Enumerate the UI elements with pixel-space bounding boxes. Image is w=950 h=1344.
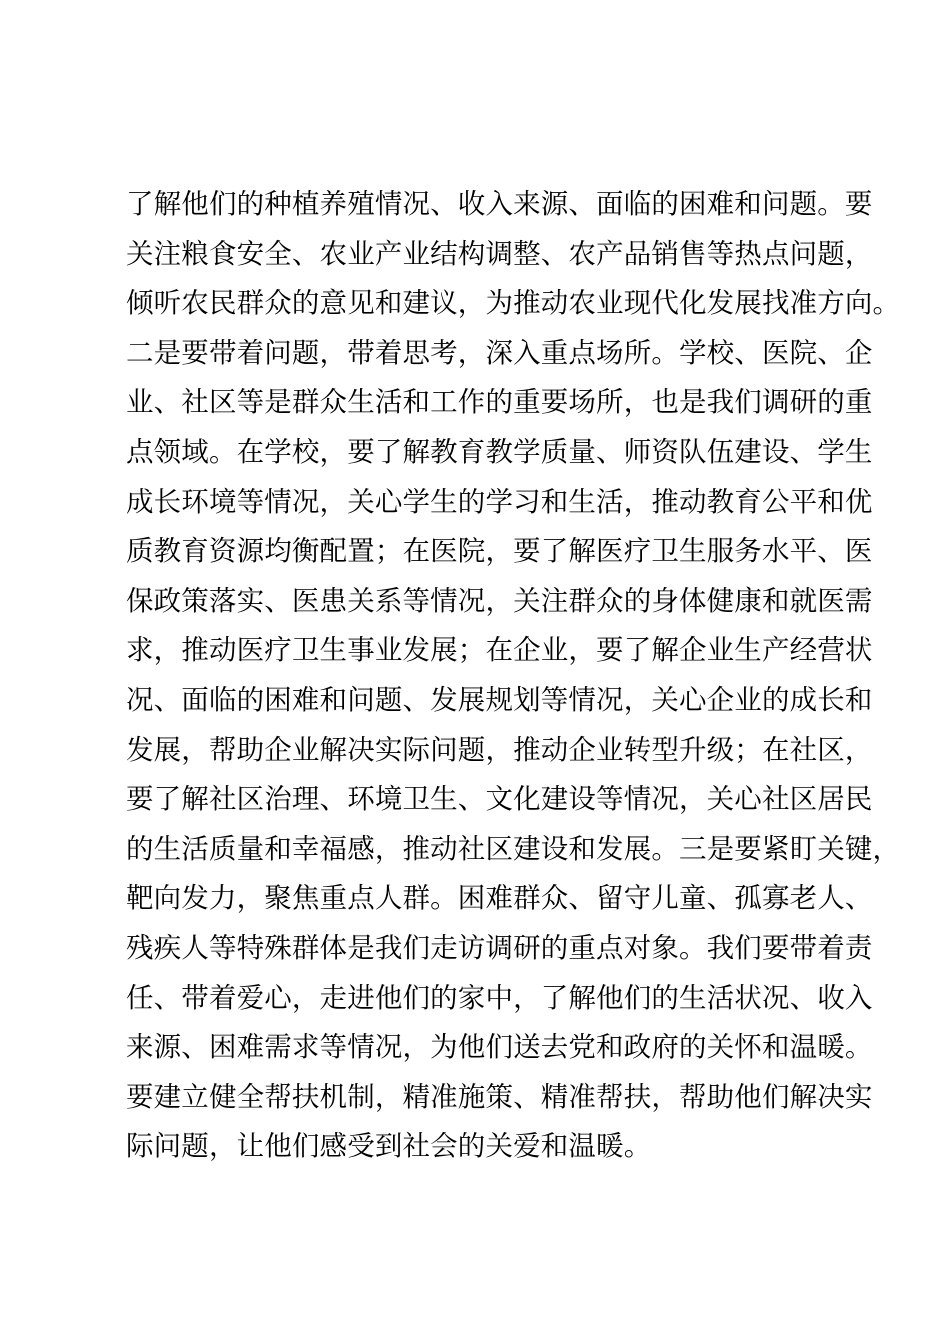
text-line: 发展，帮助企业解决实际问题，推动企业转型升级；在社区， bbox=[126, 733, 873, 766]
text-line: 了解他们的种植养殖情况、收入来源、面临的困难和问题。要 bbox=[126, 188, 873, 220]
text-line: 要建立健全帮扶机制，精准施策、精准帮扶，帮助他们解决实 bbox=[126, 1080, 873, 1113]
text-line: 要了解社区治理、环境卫生、文化建设等情况，关心社区居民 bbox=[126, 783, 873, 816]
text-line: 残疾人等特殊群体是我们走访调研的重点对象。我们要带着责 bbox=[126, 931, 873, 964]
text-line: 二是要带着问题，带着思考，深入重点场所。学校、医院、企 bbox=[126, 336, 873, 369]
text-line: 靶向发力，聚焦重点人群。困难群众、留守儿童、孤寡老人、 bbox=[126, 882, 873, 915]
text-line: 际问题，让他们感受到社会的关爱和温暖。 bbox=[126, 1130, 652, 1163]
text-line: 成长环境等情况，关心学生的学习和生活，推动教育公平和优 bbox=[126, 485, 873, 518]
text-line: 来源、困难需求等情况，为他们送去党和政府的关怀和温暖。 bbox=[126, 1031, 873, 1064]
text-line: 求，推动医疗卫生事业发展；在企业，要了解企业生产经营状 bbox=[126, 634, 873, 667]
text-line: 质教育资源均衡配置；在医院，要了解医疗卫生服务水平、医 bbox=[126, 535, 873, 568]
text-line: 关注粮食安全、农业产业结构调整、农产品销售等热点问题， bbox=[126, 237, 873, 270]
text-line: 任、带着爱心，走进他们的家中，了解他们的生活状况、收入 bbox=[126, 981, 873, 1014]
text-line: 点领域。在学校，要了解教育教学质量、师资队伍建设、学生 bbox=[126, 435, 873, 468]
text-line: 业、社区等是群众生活和工作的重要场所，也是我们调研的重 bbox=[126, 386, 873, 419]
text-line: 况、面临的困难和问题、发展规划等情况，关心企业的成长和 bbox=[126, 683, 873, 716]
text-line: 保政策落实、医患关系等情况，关注群众的身体健康和就医需 bbox=[126, 584, 873, 617]
text-line: 的生活质量和幸福感，推动社区建设和发展。三是要紧盯关键， bbox=[126, 832, 901, 865]
text-line: 倾听农民群众的意见和建议，为推动农业现代化发展找准方向。 bbox=[126, 287, 901, 320]
body-text bbox=[126, 180, 901, 1172]
